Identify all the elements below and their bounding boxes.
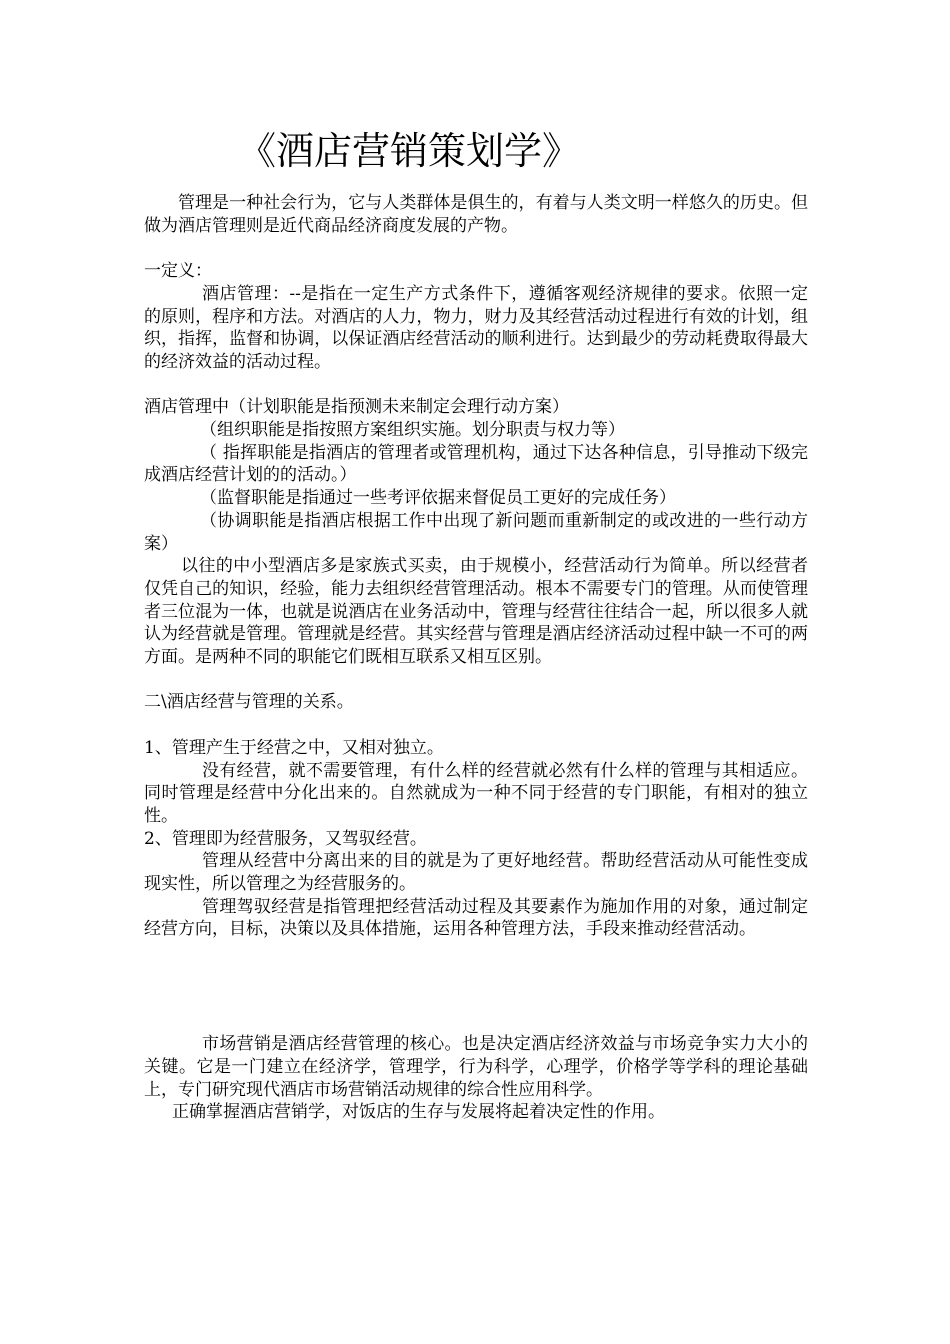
blank-line [144, 669, 808, 692]
paragraph: 市场营销是酒店经营管理的核心。也是决定酒店经济效益与市场竞争实力大小的关键。它是一门建立在经济学，管理学，行为科学，心理学，价格学等学科的理论基础上，专门研究现代酒店市场营销活动规律的综合性应用科学。 [144, 1034, 808, 1100]
paragraph: （协调职能是指酒店根据工作中出现了新问题而重新制定的或改进的一些行动方案） [144, 510, 808, 554]
paragraph: 管理驾驭经营是指管理把经营活动过程及其要素作为施加作用的对象，通过制定经营方向，目标，决策以及具体措施，运用各种管理方法，手段来推动经营活动。 [144, 896, 808, 940]
paragraph: （监督职能是指通过一些考评依据来督促员工更好的完成任务） [200, 488, 676, 509]
document-title: 《酒店营销策划学》 [238, 129, 581, 173]
paragraph: 2、管理即为经营服务，又驾驭经营。 [144, 828, 427, 849]
paragraph: （组织职能是指按照方案组织实施。划分职责与权力等） [200, 420, 625, 440]
paragraph: 没有经营，就不需要管理，有什么样的经营就必然有什么样的管理与其相适应。同时管理是经营中分化出来的。自然就成为一种不同于经营的专门职能，有相对的独立性。 [144, 760, 808, 826]
paragraph: 管理是一种社会行为，它与人类群体是俱生的，有着与人类文明一样悠久的历史。但做为酒店管理则是近代商品经济商度发展的产物。 [144, 193, 808, 236]
document-body [144, 192, 808, 1124]
paragraph: 二\酒店经营与管理的关系。 [144, 692, 354, 713]
paragraph: 管理从经营中分离出来的目的就是为了更好地经营。帮助经营活动从可能性变成现实性，所以管理之为经营服务的。 [144, 851, 808, 895]
paragraph: （ 指挥职能是指酒店的管理者或管理机构，通过下达各种信息，引导推动下级完成酒店经营计划的的活动。） [144, 442, 808, 486]
blank-line [144, 941, 808, 1033]
paragraph: 1、管理产生于经营之中，又相对独立。 [144, 737, 444, 758]
paragraph: 正确掌握酒店营销学，对饭店的生存与发展将起着决定性的作用。 [172, 1102, 665, 1123]
blank-line [144, 237, 808, 260]
paragraph: 酒店管理中（计划职能是指预测未来制定会理行动方案） [144, 397, 569, 418]
blank-line [144, 374, 808, 397]
paragraph: 以往的中小型酒店多是家族式买卖，由于规模小，经营活动行为简单。所以经营者仅凭自己的知识，经验，能力去组织经营管理活动。根本不需要专门的管理。从而使管理者三位混为一体，也就是说酒店在业务活动中，管理与经营往往结合一起，所以很多人就认为经营就是管理。管理就是经营。其实经营与管理是酒店经济活动过程中缺一不可的两方面。是两种不同的职能它们既相互联系又相互区别。 [144, 556, 808, 668]
blank-line [144, 714, 808, 737]
paragraph: 一定义： [144, 261, 212, 282]
paragraph: 酒店管理：--是指在一定生产方式条件下，遵循客观经济规律的要求。依照一定的原则，程序和方法。对酒店的人力，物力，财力及其经营活动过程进行有效的计划，组织，指挥，监督和协调，以保证酒店经营活动的顺利进行。达到最少的劳动耗费取得最大的经济效益的活动过程。 [144, 283, 808, 372]
